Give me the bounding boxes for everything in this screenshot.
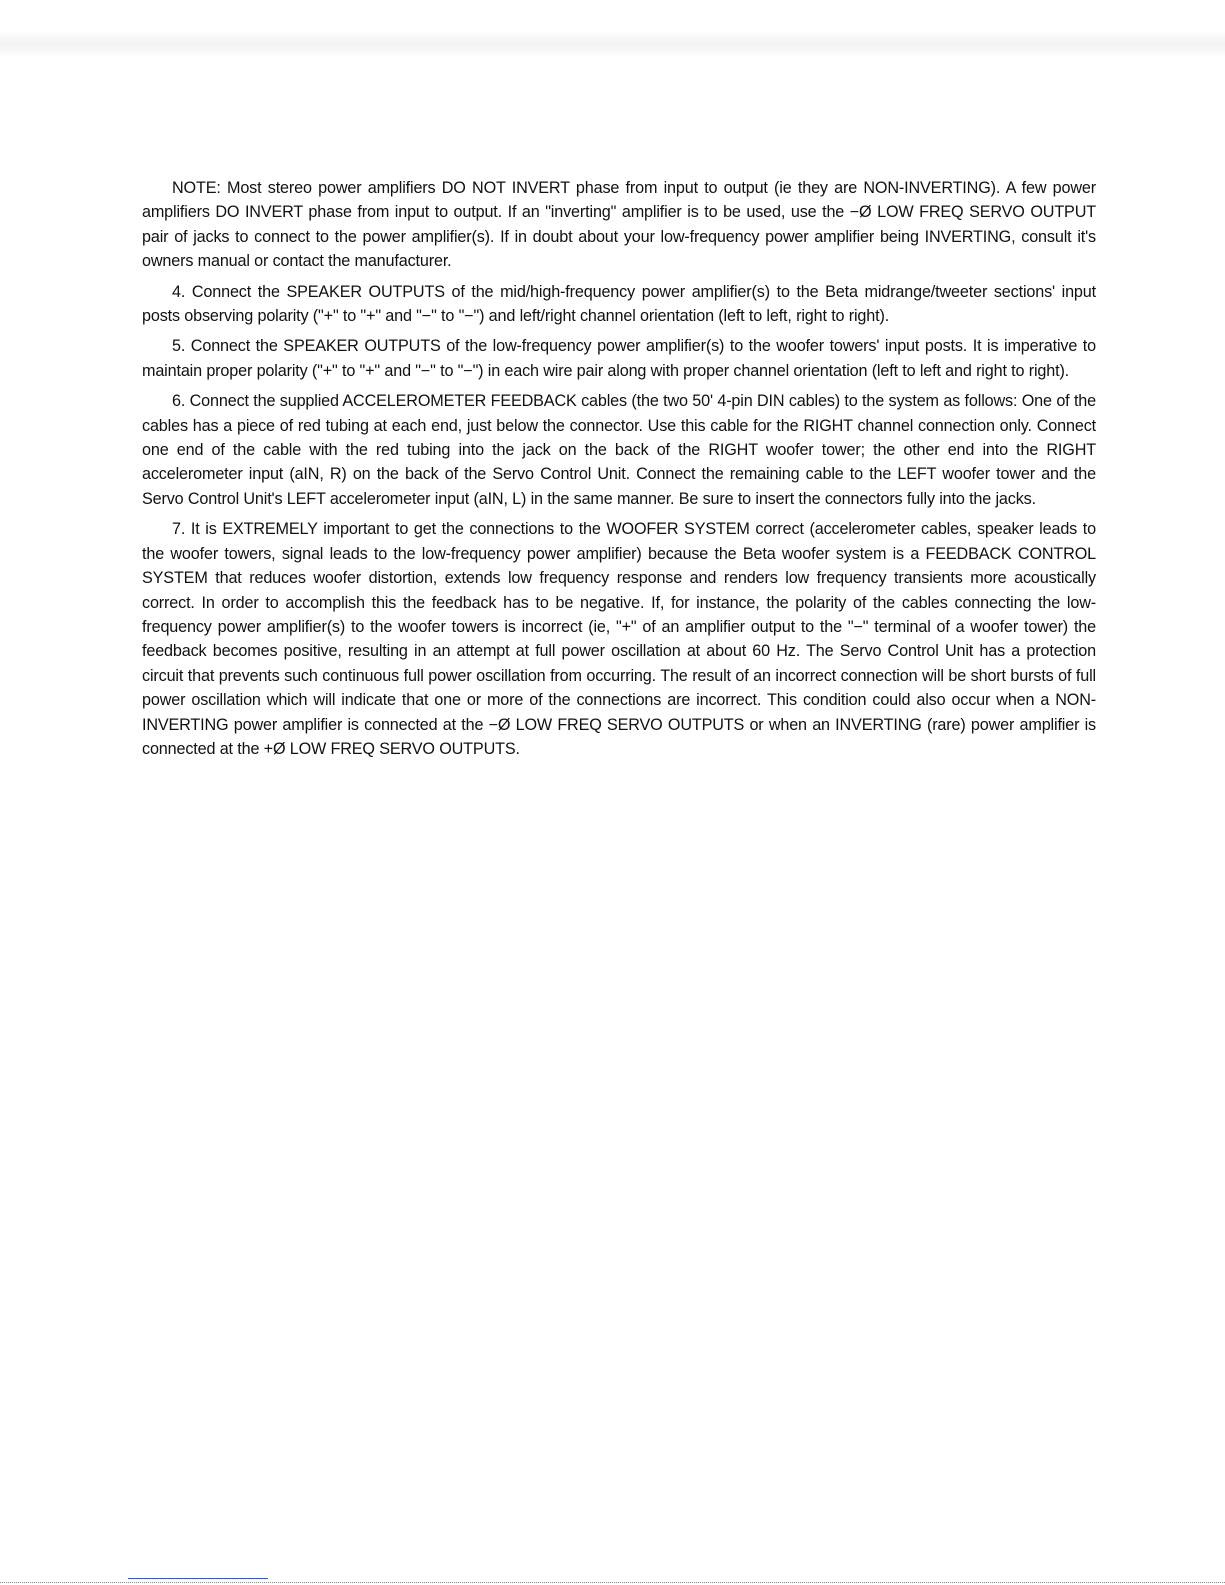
bottom-dotted-rule (0, 1582, 1225, 1583)
scan-shadow (0, 30, 1225, 58)
bottom-link-underline (128, 1578, 268, 1579)
step-6-paragraph: 6. Connect the supplied ACCELEROMETER FEEDBACK cables (the two 50' 4-pin DIN cables) to the system as follows: One of the cables has a piece of red tubing at each end, just below the connector. Use this cable for the RIGHT channel connection only. Connect one end of the cable with the red tubing into the jack on the back of the RIGHT woofer tower; the other end into the RIGHT accelerometer input (aIN, R) on the back of the Servo Control Unit. Connect the remaining cable to the LEFT woofer tower and the Servo Control Unit's LEFT accelerometer input (aIN, L) in the same manner. Be sure to insert the connectors fully into the jacks. (142, 392, 1096, 508)
step-5-paragraph: 5. Connect the SPEAKER OUTPUTS of the low-frequency power amplifier(s) to the woofer towers' input posts. It is imperative to maintain proper polarity ("+" to "+" and "−" to "−") in each wire pair along with proper channel orientation (left to left and right to right). (142, 337, 1096, 380)
note-paragraph: NOTE: Most stereo power amplifiers DO NOT INVERT phase from input to output (ie they are NON-INVERTING). A few power amplifiers DO INVERT phase from input to output. If an "inverting" amplifier is to be used, use the −Ø LOW FREQ SERVO OUTPUT pair of jacks to connect to the power amplifier(s). If in doubt about your low-frequency power amplifier being INVERTING, consult it's owners manual or contact the manufacturer. (142, 179, 1096, 271)
step-4-paragraph: 4. Connect the SPEAKER OUTPUTS of the mid/high-frequency power amplifier(s) to the Beta midrange/tweeter sections' input posts observing polarity ("+" to "+" and "−" to "−") and left/right channel orientation (left to left, right to right). (142, 282, 1096, 326)
step-7-paragraph: 7. It is EXTREMELY important to get the connections to the WOOFER SYSTEM correct (accelerometer cables, speaker leads to the woofer towers, signal leads to the low-frequency power amplifier) because the Beta woofer system is a FEEDBACK CONTROL SYSTEM that reduces woofer distortion, extends low frequency response and renders low frequency transients more acoustically correct. In order to accomplish this the feedback has to be negative. If, for instance, the polarity of the cables connecting the low-frequency power amplifier(s) to the woofer towers is incorrect (ie, "+" of an amplifier output to the "−" terminal of a woofer tower) the feedback becomes positive, resulting in an attempt at full power oscillation at about 60 Hz. The Servo Control Unit has a protection circuit that prevents such continuous full power oscillation from occurring. The result of an incorrect connection will be short bursts of full power oscillation which will indicate that one or more of the connections are incorrect. This condition could also occur when a NON-INVERTING power amplifier is connected at the −Ø LOW FREQ SERVO OUTPUTS or when an INVERTING (rare) power amplifier is connected at the +Ø LOW FREQ SERVO OUTPUTS. (142, 520, 1096, 758)
document-body (142, 176, 1096, 767)
